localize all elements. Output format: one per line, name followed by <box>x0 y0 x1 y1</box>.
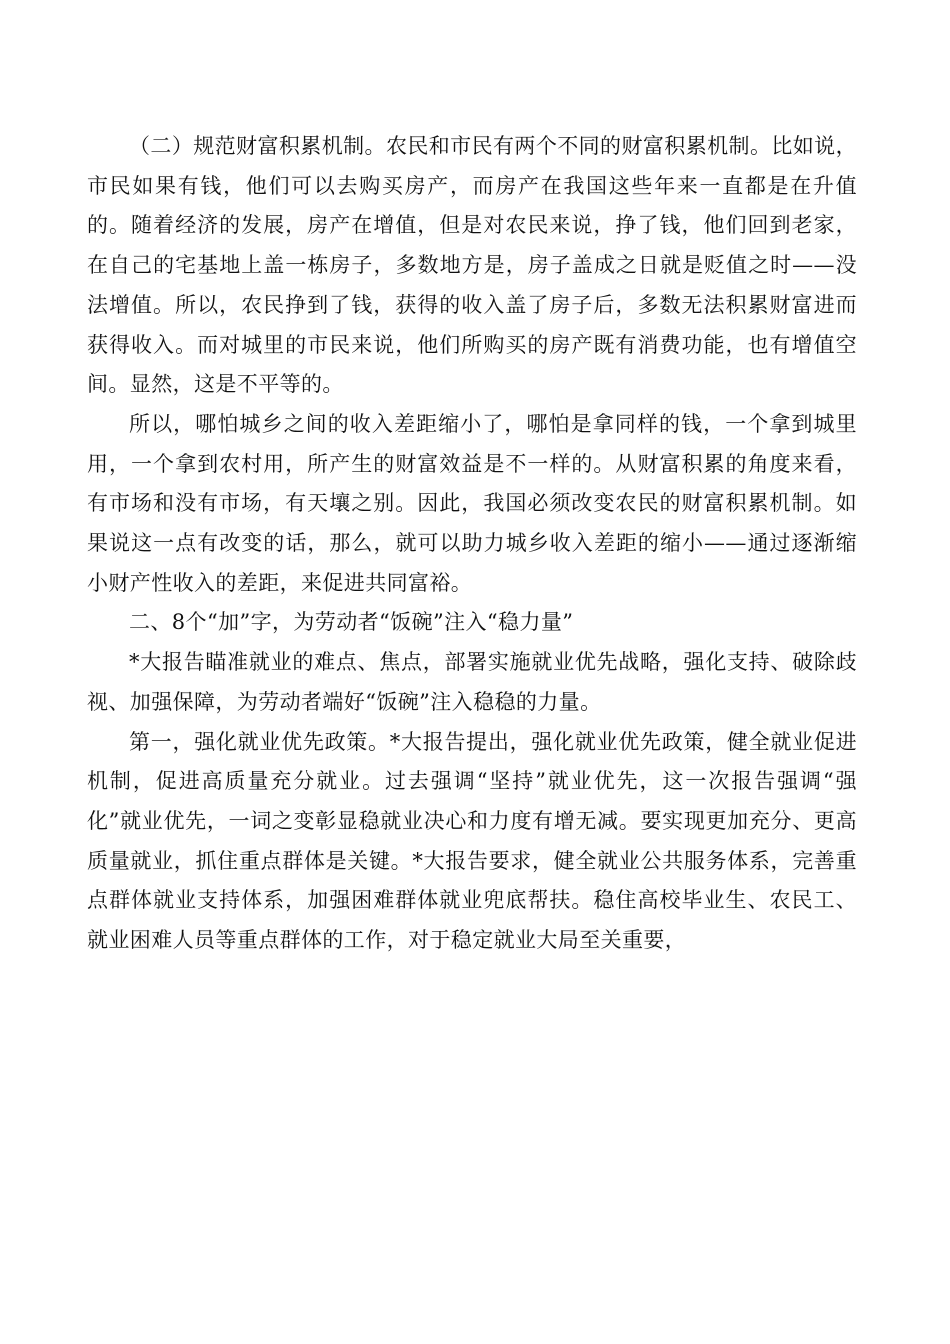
paragraph-employment-intro: *大报告瞄准就业的难点、焦点，部署实施就业优先战略，强化支持、破除歧视、加强保障，为劳动者端好“饭碗”注入稳稳的力量。 <box>87 650 857 714</box>
section-heading-employment: 二、8个“加”字，为劳动者“饭碗”注入“稳力量” <box>129 610 574 635</box>
paragraph-wealth-accumulation: （二）规范财富积累机制。农民和市民有两个不同的财富积累机制。比如说，市民如果有钱，他们可以去购买房产，而房产在我国这些年来一直都是在升值的。随着经济的发展，房产在增值，但是对农民来说，挣了钱，他们回到老家，在自己的宅基地上盖一栋房子，多数地方是，房子盖成之日就是贬值之时——没法增值。所以，农民挣到了钱，获得的收入盖了房子后，多数无法积累财富进而获得收入。而对城里的市民来说，他们所购买的房产既有消费功能，也有增值空间。显然，这是不平等的。 <box>87 134 857 397</box>
paragraph-urban-rural-gap: 所以，哪怕城乡之间的收入差距缩小了，哪怕是拿同样的钱，一个拿到城里用，一个拿到农村用，所产生的财富效益是不一样的。从财富积累的角度来看，有市场和没有市场，有天壤之别。因此，我国必须改变农民的财富积累机制。如果说这一点有改变的话，那么，就可以助力城乡收入差距的缩小——通过逐渐缩小财产性收入的差距，来促进共同富裕。 <box>87 411 857 595</box>
paragraph-employment-priority: 第一，强化就业优先政策。*大报告提出，强化就业优先政策，健全就业促进机制，促进高质量充分就业。过去强调“坚持”就业优先，这一次报告强调“强化”就业优先，一词之变彰显稳就业决心和力度有增无减。要实现更加充分、更高质量就业，抓住重点群体是关键。*大报告要求，健全就业公共服务体系，完善重点群体就业支持体系，加强困难群体就业兜底帮扶。稳住高校毕业生、农民工、就业困难人员等重点群体的工作，对于稳定就业大局至关重要， <box>87 729 857 953</box>
document-body <box>87 127 857 961</box>
